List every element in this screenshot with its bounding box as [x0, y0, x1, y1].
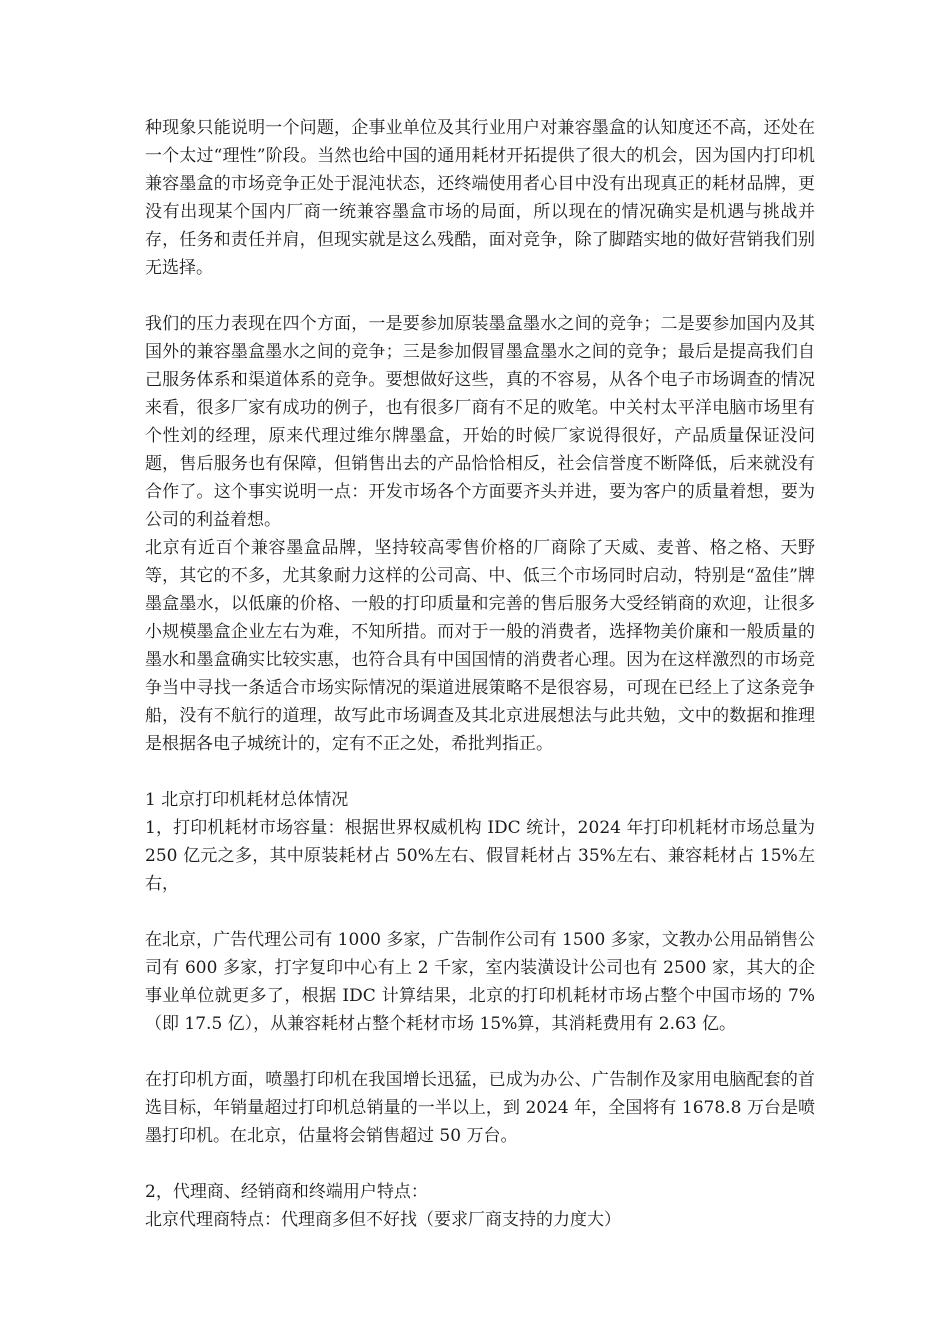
paragraph-spacer — [145, 282, 815, 310]
paragraph-market-awareness: 种现象只能说明一个问题，企事业单位及其行业用户对兼容墨盒的认知度还不高，还处在一个太过“理性”阶段。当然也给中国的通用耗材开拓提供了很大的机会，因为国内打印机兼容墨盒的市场竞争正处于混沌状态，还终端使用者心目中没有出现真正的耗材品牌，更没有出现某个国内厂商一统兼容墨盒市场的局面，所以现在的情况确实是机遇与挑战并存，任务和责任并肩，但现实就是这么残酷，面对竞争，除了脚踏实地的做好营销我们别无选择。 — [145, 118, 815, 278]
paragraph-spacer — [145, 758, 815, 786]
paragraph-beijing-brands: 北京有近百个兼容墨盒品牌，坚持较高零售价格的厂商除了天威、麦普、格之格、天野等，其它的不多，尤其象耐力这样的公司高、中、低三个市场同时启动，特别是“盈佳”牌墨盒墨水，以低廉的价格、一般的打印质量和完善的售后服务大受经销商的欢迎，让很多小规模墨盒企业左右为难，不知所措。而对于一般的消费者，选择物美价廉和一般质量的墨水和墨盒确实比较实惠，也符合具有中国国情的消费者心理。因为在这样激烈的市场竞争当中寻找一条适合市场实际情况的渠道进展策略不是很容易，可现在已经上了这条竞争船，没有不航行的道理，故写此市场调查及其北京进展想法与此共勉，文中的数据和推理是根据各电子城统计的，定有不正之处，希批判指正。 — [145, 538, 815, 754]
document-body — [145, 114, 815, 1234]
paragraph-spacer — [145, 1038, 815, 1066]
paragraph-inkjet-printers: 在打印机方面，喷墨打印机在我国增长迅猛，已成为办公、广告制作及家用电脑配套的首选目标，年销量超过打印机总销量的一半以上，到 2024 年，全国将有 1678.8 万台是喷墨打印机。在北京，估量将会销售超过 50 万台。 — [145, 1070, 815, 1146]
paragraph-competition-pressure: 我们的压力表现在四个方面，一是要参加原装墨盒墨水之间的竞争；二是要参加国内及其国外的兼容墨盒墨水之间的竞争；三是参加假冒墨盒墨水之间的竞争；最后是提高我们自己服务体系和渠道体系的竞争。要想做好这些，真的不容易，从各个电子市场调查的情况来看，很多厂家有成功的例子，也有很多厂商有不足的败笔。中关村太平洋电脑市场里有个性刘的经理，原来代理过维尔牌墨盒，开始的时候厂家说得很好，产品质量保证没问题，售后服务也有保障，但销售出去的产品恰恰相反，社会信誉度不断降低，后来就没有合作了。这个事实说明一点：开发市场各个方面要齐头并进，要为客户的质量着想，要为公司的利益着想。 — [145, 314, 815, 530]
paragraph-beijing-companies: 在北京，广告代理公司有 1000 多家，广告制作公司有 1500 多家，文教办公用品销售公司有 600 多家，打字复印中心有上 2 千家，室内装潢设计公司也有 2500 家，其大的企事业单位就更多了，根据 IDC 计算结果，北京的打印机耗材市场占整个中国市场的 7%（即 17.5 亿），从兼容耗材占整个耗材市场 15%算，其消耗费用有 2.63 亿。 — [145, 930, 815, 1034]
paragraph-agent-features: 北京代理商特点：代理商多但不好找（要求厂商支持的力度大） — [145, 1210, 621, 1230]
paragraph-spacer — [145, 898, 815, 926]
paragraph-spacer — [145, 1150, 815, 1178]
subsection-heading: 2，代理商、经销商和终端用户特点： — [145, 1182, 428, 1202]
section-heading: 1 北京打印机耗材总体情况 — [145, 790, 349, 810]
paragraph-market-capacity: 1，打印机耗材市场容量：根据世界权威机构 IDC 统计，2024 年打印机耗材市场总量为 250 亿元之多，其中原装耗材占 50%左右、假冒耗材占 35%左右、兼容耗材占 15%左右， — [145, 818, 815, 894]
